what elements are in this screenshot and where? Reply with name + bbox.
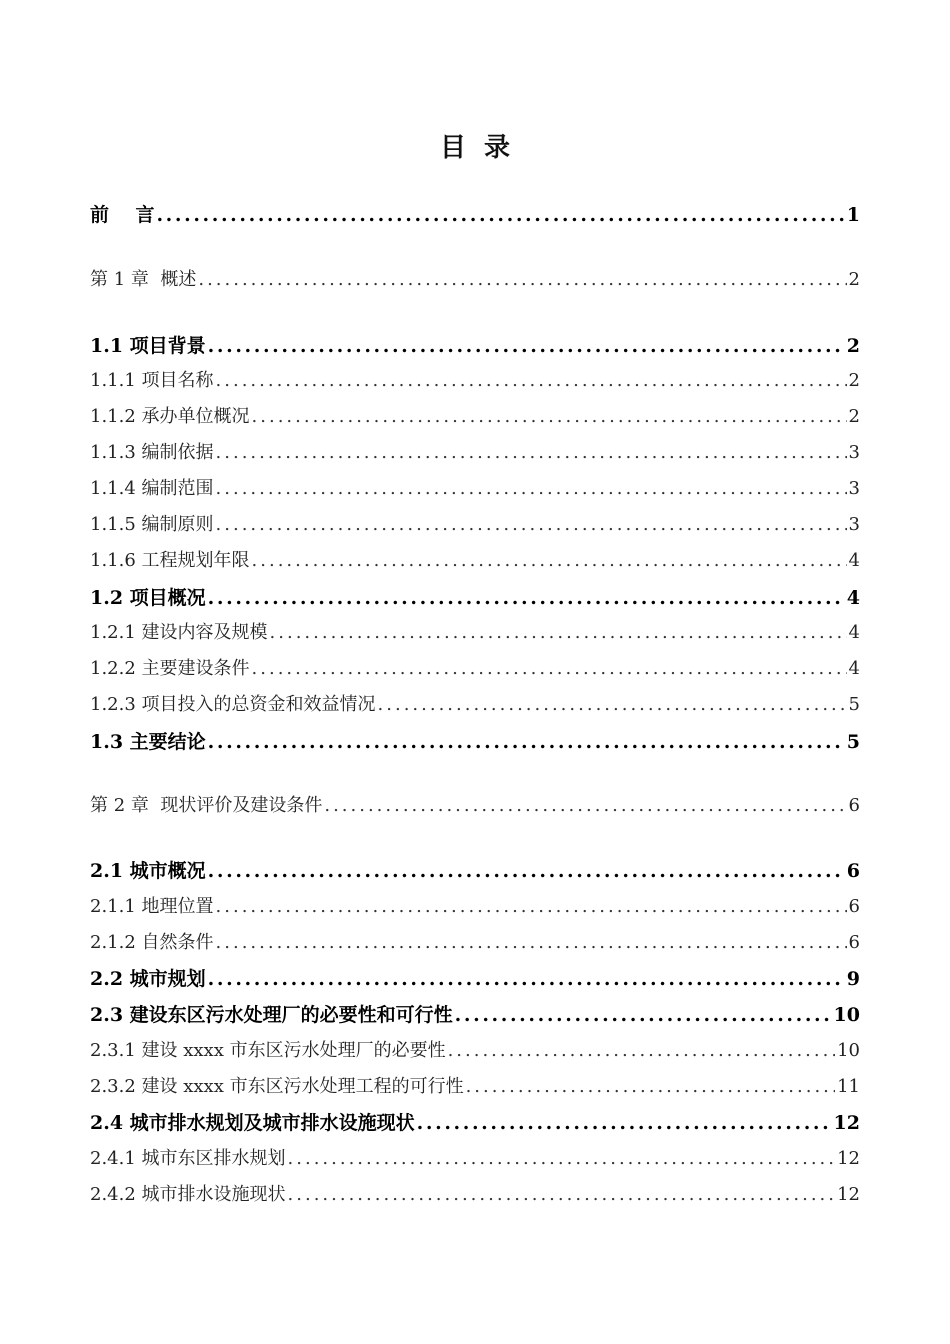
toc-dot-leader (208, 583, 845, 613)
toc-entry-1-1-4[interactable] (90, 474, 860, 504)
toc-page-number: 6 (848, 896, 860, 917)
toc-entry-label: 1.1.4 编制范围 (90, 478, 214, 499)
toc-dot-leader (455, 1000, 832, 1030)
toc-page-number: 10 (837, 1040, 860, 1061)
toc-entry-label: 1.2.1 建设内容及规模 (90, 622, 268, 643)
toc-page-number: 3 (848, 478, 860, 499)
toc-entry-2-3-1[interactable] (90, 1036, 860, 1066)
toc-entry-label: 1.3 主要结论 (90, 731, 206, 753)
toc-entry-2-1-1[interactable] (90, 892, 860, 922)
toc-entry-label: 1.1.1 项目名称 (90, 370, 214, 391)
toc-entry-label: 2.1.2 自然条件 (90, 932, 214, 953)
toc-entry-label: 1.1.2 承办单位概况 (90, 406, 250, 427)
toc-dot-leader (417, 1108, 832, 1138)
toc-page-number: 12 (837, 1184, 860, 1205)
toc-dot-leader (466, 1072, 836, 1102)
toc-entry-label: 2.3.2 建设 xxxx 市东区污水处理工程的可行性 (90, 1076, 464, 1097)
toc-dot-leader (208, 331, 845, 361)
toc-entry-preface[interactable] (90, 200, 860, 230)
toc-dot-leader (288, 1180, 836, 1210)
toc-page-number: 9 (846, 968, 860, 990)
toc-page-number: 2 (848, 269, 860, 290)
toc-page-number: 1 (846, 204, 860, 226)
toc-page-number: 4 (848, 550, 860, 571)
toc-entry-1-1-5[interactable] (90, 510, 860, 540)
toc-entry-2-3[interactable] (90, 1000, 860, 1030)
page-title: 目 录 (439, 133, 511, 163)
toc-entry-2-3-2[interactable] (90, 1072, 860, 1102)
toc-page-number: 2 (846, 335, 860, 357)
toc-entry-1-1[interactable] (90, 331, 860, 361)
toc-dot-leader (198, 265, 846, 295)
toc-dot-leader (324, 791, 846, 821)
toc-entry-2-4[interactable] (90, 1108, 860, 1138)
toc-page-number: 5 (848, 694, 860, 715)
toc-entry-2-1-2[interactable] (90, 928, 860, 958)
toc-page-number: 6 (848, 795, 860, 816)
toc-entry-1-2-3[interactable] (90, 690, 860, 720)
toc-dot-leader (216, 438, 847, 468)
toc-entry-chapter-1[interactable] (90, 265, 860, 295)
toc-page-number: 4 (848, 658, 860, 679)
toc-page-number: 2 (848, 370, 860, 391)
toc-entry-2-1[interactable] (90, 856, 860, 886)
toc-dot-leader (252, 546, 847, 576)
toc-page-number: 3 (848, 442, 860, 463)
toc-page-number: 11 (837, 1076, 860, 1097)
toc-entry-1-1-3[interactable] (90, 438, 860, 468)
toc-entry-label: 2.2 城市规划 (90, 968, 206, 990)
toc-page-number: 5 (846, 731, 860, 753)
toc-entry-label: 第 1 章 概述 (90, 269, 197, 290)
toc-page-number: 12 (837, 1148, 860, 1169)
toc-entry-1-1-6[interactable] (90, 546, 860, 576)
toc-page-number: 6 (846, 860, 860, 882)
toc-dot-leader (252, 654, 847, 684)
toc-entry-label: 2.3 建设东区污水处理厂的必要性和可行性 (90, 1004, 453, 1026)
toc-entry-1-1-2[interactable] (90, 402, 860, 432)
toc-entry-label: 2.3.1 建设 xxxx 市东区污水处理厂的必要性 (90, 1040, 446, 1061)
toc-entry-label: 2.1 城市概况 (90, 860, 206, 882)
toc-page-number: 10 (833, 1004, 860, 1026)
toc-entry-label: 2.1.1 地理位置 (90, 896, 214, 917)
toc-page-number: 12 (833, 1112, 860, 1134)
toc-page-number: 4 (846, 587, 860, 609)
toc-dot-leader (216, 892, 847, 922)
toc-page-number: 4 (848, 622, 860, 643)
toc-page-number: 6 (848, 932, 860, 953)
toc-entry-label: 第 2 章 现状评价及建设条件 (90, 795, 323, 816)
toc-page-number: 3 (848, 514, 860, 535)
toc-dot-leader (270, 618, 847, 648)
toc-entry-2-2[interactable] (90, 964, 860, 994)
toc-entry-1-1-1[interactable] (90, 366, 860, 396)
toc-dot-leader (208, 727, 845, 757)
toc-dot-leader (216, 928, 847, 958)
toc-entry-label: 1.2.2 主要建设条件 (90, 658, 250, 679)
toc-dot-leader (208, 856, 845, 886)
toc-entry-label: 1.1.5 编制原则 (90, 514, 214, 535)
toc-entry-label: 1.2 项目概况 (90, 587, 206, 609)
toc-entry-chapter-2[interactable] (90, 791, 860, 821)
toc-dot-leader (216, 510, 847, 540)
toc-dot-leader (156, 200, 844, 230)
toc-entry-label: 1.2.3 项目投入的总资金和效益情况 (90, 694, 376, 715)
toc-page-number: 2 (848, 406, 860, 427)
toc-dot-leader (288, 1144, 836, 1174)
toc-entry-label: 1.1 项目背景 (90, 335, 206, 357)
toc-dot-leader (252, 402, 847, 432)
toc-dot-leader (448, 1036, 836, 1066)
toc-dot-leader (216, 366, 847, 396)
toc-entry-2-4-2[interactable] (90, 1180, 860, 1210)
toc-entry-1-3[interactable] (90, 727, 860, 757)
toc-entry-label: 2.4.1 城市东区排水规划 (90, 1148, 286, 1169)
toc-entry-2-4-1[interactable] (90, 1144, 860, 1174)
toc-entry-label: 2.4.2 城市排水设施现状 (90, 1184, 286, 1205)
toc-entry-1-2-1[interactable] (90, 618, 860, 648)
toc-dot-leader (378, 690, 847, 720)
toc-entry-1-2-2[interactable] (90, 654, 860, 684)
toc-entry-label: 1.1.6 工程规划年限 (90, 550, 250, 571)
toc-entry-label: 前 言 (90, 204, 155, 226)
toc-entry-label: 1.1.3 编制依据 (90, 442, 214, 463)
toc-entry-1-2[interactable] (90, 583, 860, 613)
toc-entry-label: 2.4 城市排水规划及城市排水设施现状 (90, 1112, 415, 1134)
toc-dot-leader (216, 474, 847, 504)
toc-dot-leader (208, 964, 845, 994)
